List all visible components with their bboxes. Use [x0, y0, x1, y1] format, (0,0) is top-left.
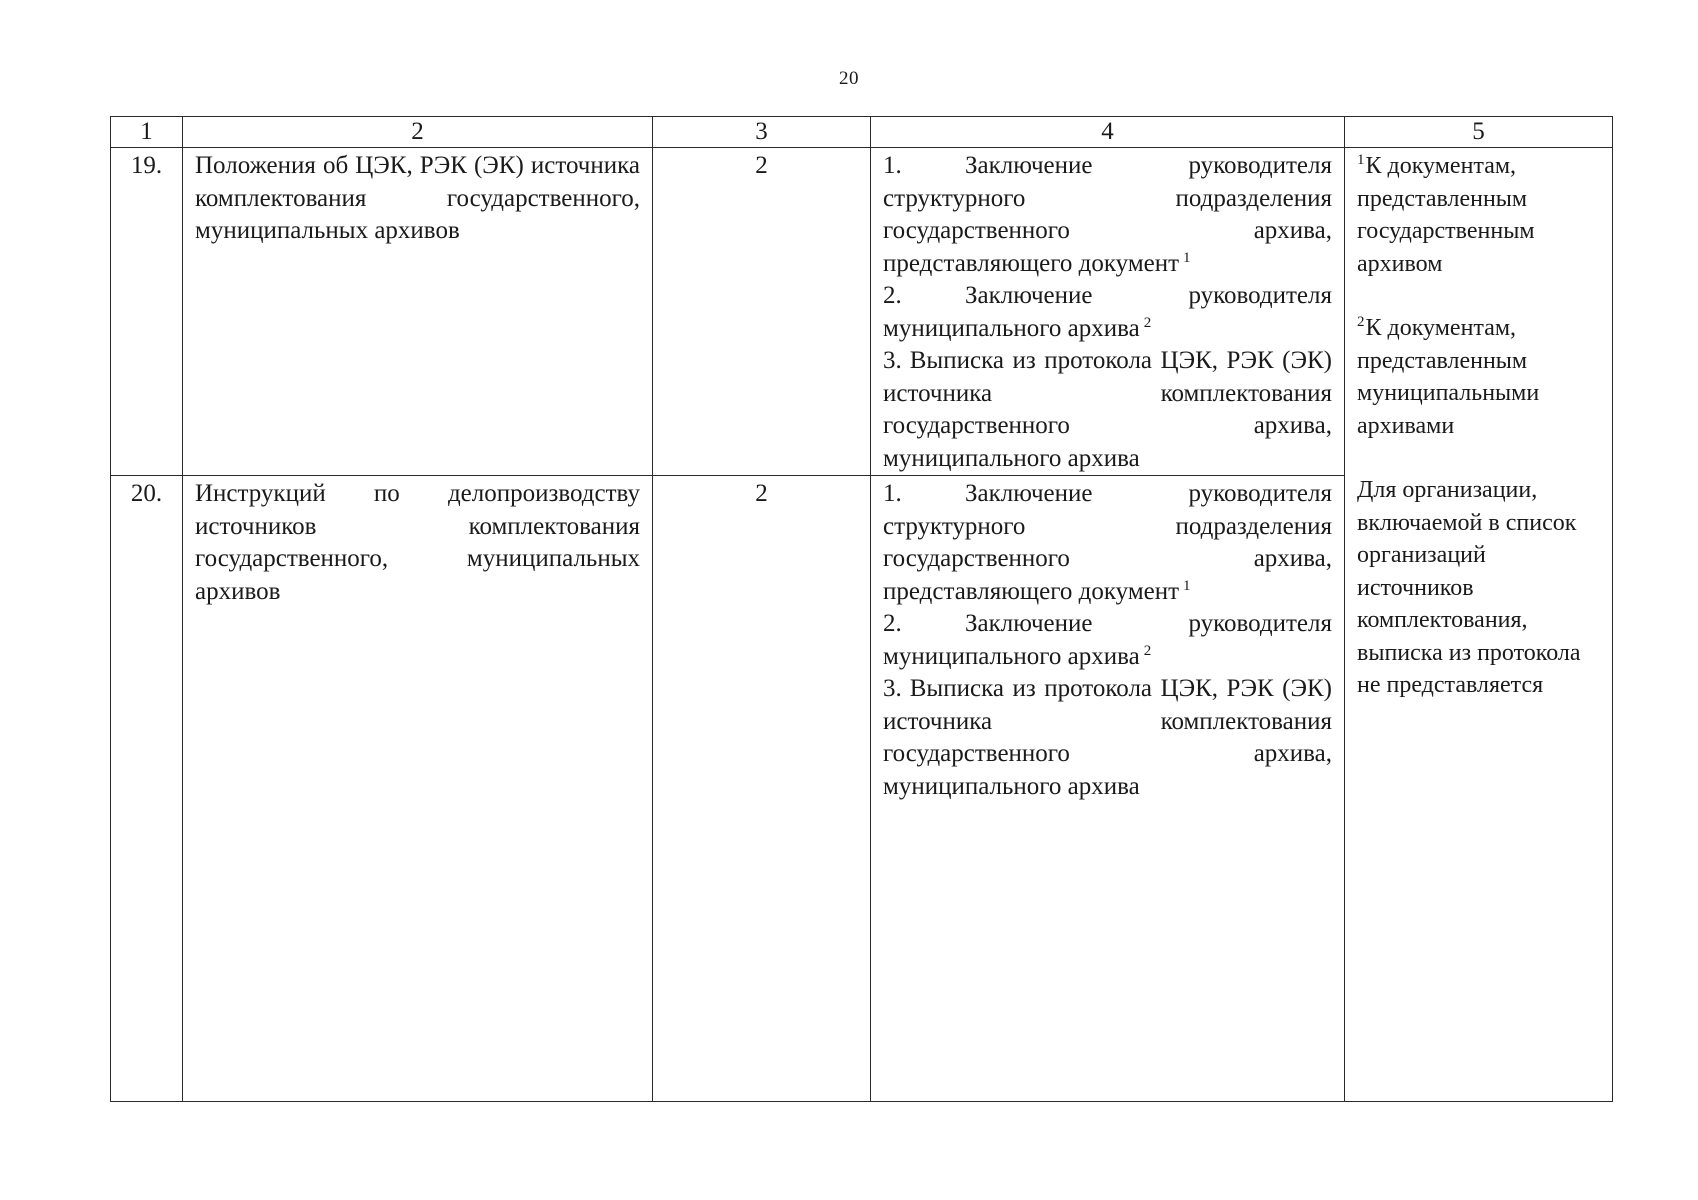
requirement-number: 1.: [883, 152, 902, 179]
requirement-number: 3.: [883, 347, 902, 374]
requirement-text: Заключение руководителя структурного подразделения государственного архива, представляющего документ: [883, 152, 1332, 277]
column-header-2: 2: [183, 117, 653, 148]
requirements-list: [883, 478, 1332, 803]
requirement-number: 1.: [883, 480, 902, 507]
requirement-number: 2.: [883, 282, 902, 309]
requirement-number: 3.: [883, 675, 902, 702]
requirements-list: [883, 150, 1332, 475]
column-header-4: 4: [871, 117, 1345, 148]
requirements-cell: [871, 476, 1345, 1102]
footnote-marker: 2: [1357, 314, 1365, 330]
requirement-item: [883, 280, 1332, 345]
note-item: [1357, 150, 1600, 280]
footnote-marker: 1: [1183, 249, 1191, 266]
requirement-item: [883, 150, 1332, 280]
copies-count: 2: [653, 148, 871, 476]
requirement-text: Выписка из протокола ЦЭК, РЭК (ЭК) источника комплектования государственного архива, муниципального архива: [883, 347, 1332, 472]
note-text: К документам, представленным государственным архивом: [1357, 153, 1535, 277]
column-header-1: 1: [111, 117, 183, 148]
requirements-cell: [871, 148, 1345, 476]
document-table: [110, 116, 1613, 1102]
page-number: 20: [839, 68, 859, 89]
notes-cell: [1345, 148, 1613, 1102]
document-name-cell: [183, 476, 653, 1102]
requirement-item: [883, 608, 1332, 673]
note-item: [1357, 312, 1600, 442]
requirement-text: Заключение руководителя муниципального архива: [883, 282, 1332, 342]
requirement-item: [883, 673, 1332, 803]
table-header-row: [111, 117, 1613, 148]
footnote-marker: 1: [1183, 577, 1191, 594]
footnote-marker: 1: [1357, 152, 1365, 168]
document-name: Инструкций по делопроизводству источников комплектования государственного, муниципальных архивов: [195, 480, 640, 605]
footnote-marker: 2: [1143, 642, 1152, 659]
table-row: [111, 148, 1613, 476]
copies-count: 2: [653, 476, 871, 1102]
document-name: Положения об ЦЭК, РЭК (ЭК) источника комплектования государственного, муниципальных архивов: [195, 152, 640, 244]
requirement-number: 2.: [883, 610, 902, 637]
document-name-cell: [183, 148, 653, 476]
footnote-marker: 2: [1143, 314, 1152, 331]
note-text: К документам, представленным муниципальными архивами: [1357, 315, 1540, 439]
note-text: Для организации, включаемой в список организаций источников комплектования, выписка из протокола не представляется: [1357, 477, 1581, 698]
requirement-text: Заключение руководителя структурного подразделения государственного архива, представляющего документ: [883, 480, 1332, 605]
requirement-item: [883, 345, 1332, 475]
requirement-text: Выписка из протокола ЦЭК, РЭК (ЭК) источника комплектования государственного архива, муниципального архива: [883, 675, 1332, 800]
column-header-5: 5: [1345, 117, 1613, 148]
requirement-text: Заключение руководителя муниципального архива: [883, 610, 1332, 670]
row-number: 20.: [111, 476, 183, 1102]
row-number: 19.: [111, 148, 183, 476]
requirement-item: [883, 478, 1332, 608]
note-item: [1357, 474, 1600, 702]
column-header-3: 3: [653, 117, 871, 148]
